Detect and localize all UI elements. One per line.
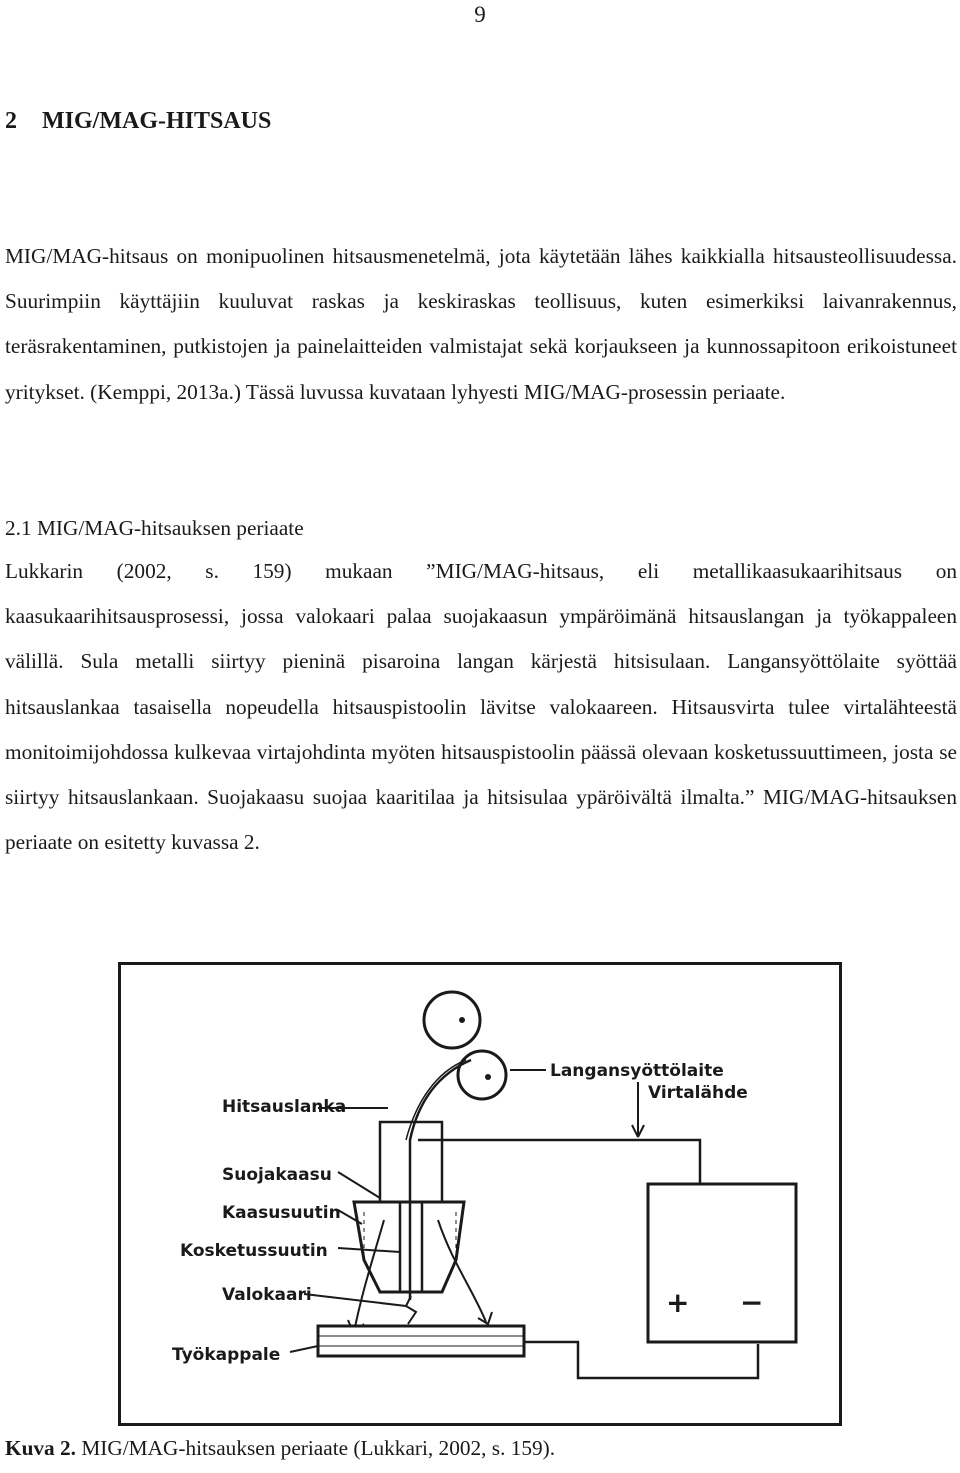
- label-contact-tip: Kosketussuutin: [180, 1241, 328, 1261]
- workpiece: [318, 1326, 524, 1356]
- figure-diagram: [118, 962, 842, 1426]
- return-cable: [524, 1342, 758, 1378]
- feed-roller-lower-axle: [485, 1074, 491, 1080]
- gas-flow-right: [438, 1220, 486, 1322]
- welding-arc: [406, 1296, 416, 1324]
- feed-roller-lower: [458, 1051, 506, 1099]
- chapter-heading: [5, 104, 271, 138]
- figure-caption: [5, 1430, 555, 1466]
- contact-tip-leader: [338, 1248, 400, 1252]
- label-workpiece: Työkappale: [172, 1345, 281, 1365]
- section-heading: 2.1 MIG/MAG-hitsauksen periaate: [5, 516, 304, 540]
- figure-mig-mag-principle: [118, 962, 842, 1426]
- caption-label: Kuva 2.: [5, 1436, 77, 1460]
- section-paragraph: Lukkarin (2002, s. 159) mukaan ”MIG/MAG-hitsaus, eli metallikaasukaarihitsaus on kaasukaarihitsausprosessi, jossa valokaari palaa suojakaasun ympäröimänä hitsauslangan ja työkappaleen välillä. Sula metalli siirtyy pieninä pisaroina langan kärjestä hitsisulaan. Langansyöttölaite syöttää hitsauslankaa tasaisella nopeudella hitsauspistoolin lävitse valokaareen. Hitsausvirta tulee virtalähteestä monitoimijohdossa kulkevaa virtajohdinta myöten hitsauspistoolin päässä olevaan kosketussuuttimeen, josta se siirtyy hitsauslankaan. Suojakaasu suojaa kaaritilaa ja hitsisulaa ypäröivältä ilmalta.” MIG/MAG-hitsauksen periaate on esitetty kuvassa 2.: [5, 559, 957, 855]
- intro-paragraph: MIG/MAG-hitsaus on monipuolinen hitsausmenetelmä, jota käytetään lähes kaikkialla hitsausteollisuudessa. Suurimpiin käyttäjiin kuuluvat raskas ja keskiraskas teollisuus, kuten esimerkiksi laivanrakennus, teräsrakentaminen, putkistojen ja painelaitteiden valmistajat sekä korjaukseen ja kunnossapitoon erikoistuneet yritykset. (Kemppi, 2013a.) Tässä luvussa kuvataan lyhyesti MIG/MAG-prosessin periaate.: [5, 244, 957, 404]
- caption-text: MIG/MAG-hitsauksen periaate (Lukkari, 2002, s. 159).: [76, 1436, 556, 1460]
- label-gas-nozzle: Kaasusuutin: [222, 1203, 341, 1223]
- welding-wire: [410, 1060, 471, 1300]
- arc-leader: [304, 1294, 406, 1306]
- page-number: 9: [474, 2, 486, 27]
- shielding-gas-leader: [338, 1172, 380, 1198]
- label-welding-wire: Hitsauslanka: [222, 1097, 347, 1117]
- label-power-source: Virtalähde: [648, 1083, 748, 1103]
- label-wire-feeder: Langansyöttölaite: [550, 1061, 724, 1081]
- chapter-number: 2: [5, 108, 17, 134]
- label-arc: Valokaari: [222, 1285, 312, 1305]
- plus-terminal: +: [666, 1286, 690, 1319]
- power-cable: [418, 1140, 700, 1184]
- gas-nozzle-leader: [338, 1210, 362, 1224]
- feed-roller-upper-axle: [459, 1017, 465, 1023]
- workpiece-leader: [290, 1346, 318, 1352]
- minus-terminal: −: [740, 1286, 764, 1319]
- feed-roller-upper: [424, 992, 480, 1048]
- chapter-title: MIG/MAG-HITSAUS: [42, 108, 272, 134]
- label-shielding-gas: Suojakaasu: [222, 1165, 332, 1185]
